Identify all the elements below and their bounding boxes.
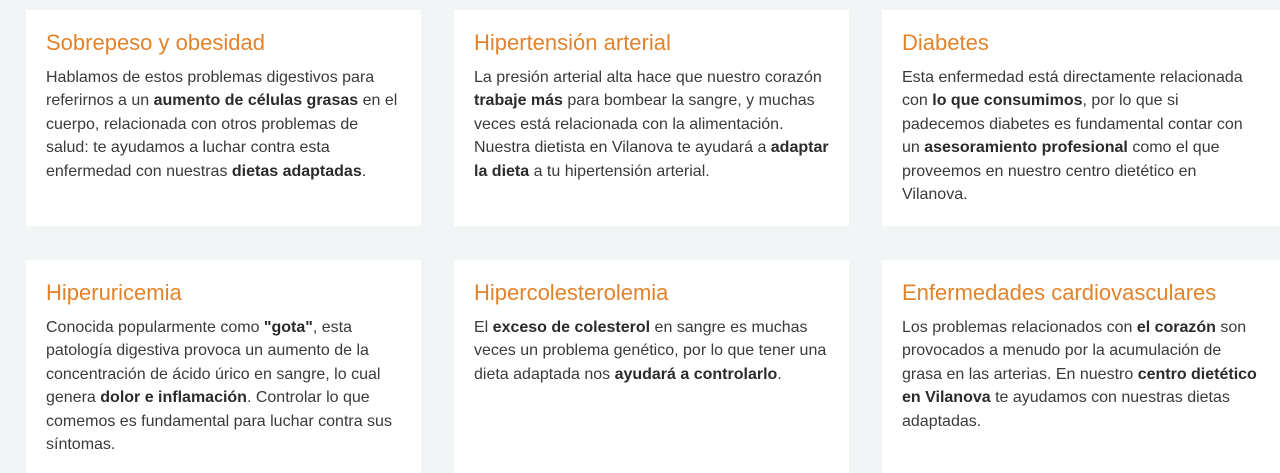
emphasis-text: dietas adaptadas (231, 162, 362, 180)
emphasis-text: exceso de colesterol (492, 319, 651, 336)
card-title: Diabetes (902, 30, 989, 55)
emphasis-text: aumento de células grasas (153, 92, 359, 110)
emphasis-text: dolor e inflamación (100, 389, 247, 407)
card-description: Los problemas relacionados con el corazón son provocados a menudo por la acumulación de grasa en las arterias. En nuestro centro dietético en Vilanova te ayudamos con nuestras dietas adaptadas. (902, 319, 1257, 430)
card-title: Sobrepeso y obesidad (46, 30, 265, 55)
card-title: Hiperuricemia (46, 280, 182, 305)
card-diabetes (882, 10, 1280, 226)
card-enfermedades-cardiovasculares (882, 260, 1280, 473)
emphasis-text: lo que consumimos (932, 92, 1083, 110)
emphasis-text: el corazón (1136, 319, 1216, 336)
card-description: Conocida popularmente como "gota", esta patología digestiva provoca un aumento de la concentración de ácido úrico en sangre, lo cual genera dolor e inflamación. Controlar lo que comemos es fundamental para luchar contra sus síntomas. (46, 319, 392, 454)
card-description: Hablamos de estos problemas digestivos para referirnos a un aumento de células grasas en el cuerpo, relacionada con otros problemas de salud: te ayudamos a luchar contra esta enfermedad con nuestras dietas adaptadas. (46, 69, 398, 180)
card-sobrepeso-obesidad (26, 10, 421, 226)
card-description: El exceso de colesterol en sangre es muchas veces un problema genético, por lo que tener una dieta adaptada nos ayudará a controlarlo. (474, 319, 827, 383)
card-description: La presión arterial alta hace que nuestro corazón trabaje más para bombear la sangre, y muchas veces está relacionada con la alimentación. Nuestra dietista en Vilanova te ayudará a adaptar la dieta a tu hipertensión arterial. (474, 69, 829, 180)
card-hipertension-arterial (454, 10, 849, 226)
emphasis-text: "gota" (263, 319, 313, 336)
emphasis-text: adaptar la dieta (474, 139, 829, 180)
emphasis-text: centro dietético en Vilanova (902, 365, 1257, 407)
emphasis-text: trabaje más (474, 92, 563, 110)
card-title: Hipertensión arterial (474, 30, 671, 55)
card-title: Hipercolesterolemia (474, 280, 669, 305)
emphasis-text: asesoramiento profesional (924, 139, 1128, 157)
card-hiperuricemia (26, 260, 421, 473)
card-title: Enfermedades cardiovasculares (902, 280, 1217, 305)
emphasis-text: ayudará a controlarlo (614, 365, 778, 383)
card-hipercolesterolemia (454, 260, 849, 473)
card-description: Esta enfermedad está directamente relacionada con lo que consumimos, por lo que si padecemos diabetes es fundamental contar con un asesoramiento profesional como el que proveemos en nuestro centro dietético en Vilanova. (902, 69, 1243, 204)
